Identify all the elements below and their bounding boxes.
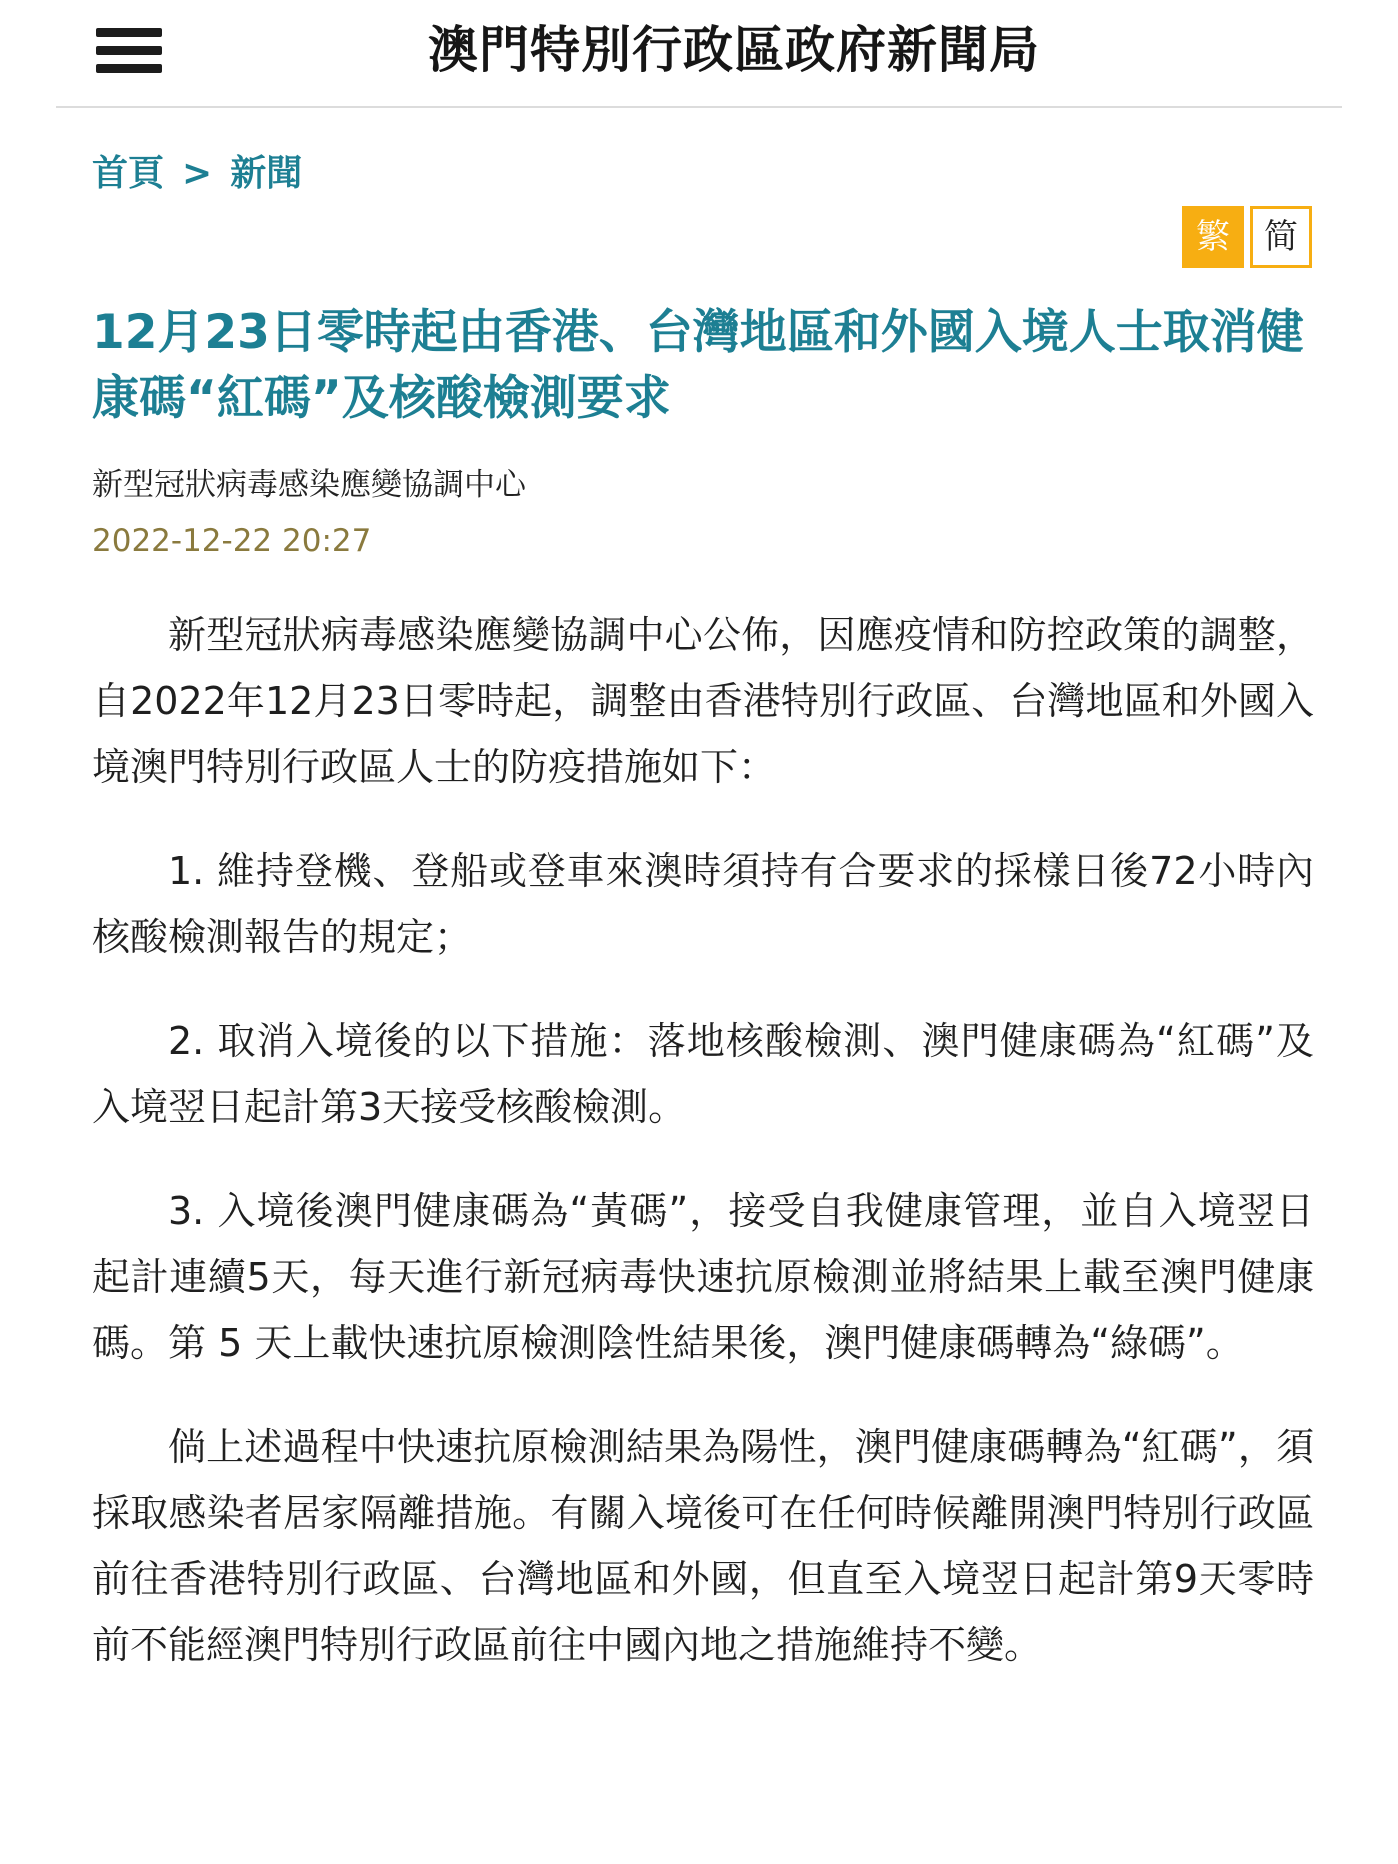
top-header xyxy=(0,0,1398,108)
article-paragraph: 1. 維持登機、登船或登車來澳時須持有合要求的採樣日後72小時內核酸檢測報告的規定； xyxy=(92,849,1314,959)
article-paragraph: 3. 入境後澳門健康碼為“黃碼”，接受自我健康管理，並自入境翌日起計連續5天，每天進行新冠病毒快速抗原檢測並將結果上載至澳門健康碼。第 5 天上載快速抗原檢測陰性結果後，澳門健康碼轉為“綠碼”。 xyxy=(92,1189,1314,1365)
simplified-chinese-button[interactable]: 简 xyxy=(1250,206,1312,268)
breadcrumb xyxy=(92,152,302,196)
traditional-chinese-button[interactable]: 繁 xyxy=(1182,206,1244,268)
breadcrumb-news-link[interactable]: 新聞 xyxy=(230,153,303,194)
article-source: 新型冠狀病毒感染應變協調中心 xyxy=(92,467,526,503)
language-switcher xyxy=(1182,206,1312,268)
header-divider xyxy=(56,106,1342,108)
article-paragraph: 2. 取消入境後的以下措施：落地核酸檢測、澳門健康碼為“紅碼”及入境翌日起計第3天接受核酸檢測。 xyxy=(92,1019,1314,1129)
article-title: 12月23日零時起由香港、台灣地區和外國入境人士取消健康碼“紅碼”及核酸檢測要求 xyxy=(92,305,1304,426)
article-paragraph: 新型冠狀病毒感染應變協調中心公佈，因應疫情和防控政策的調整，自2022年12月23日零時起，調整由香港特別行政區、台灣地區和外國入境澳門特別行政區人士的防疫措施如下： xyxy=(92,613,1314,789)
breadcrumb-separator: > xyxy=(182,153,213,194)
article-paragraph: 倘上述過程中快速抗原檢測結果為陽性，澳門健康碼轉為“紅碼”，須採取感染者居家隔離措施。有關入境後可在任何時候離開澳門特別行政區前往香港特別行政區、台灣地區和外國，但直至入境翌日起計第9天零時前不能經澳門特別行政區前往中國內地之措施維持不變。 xyxy=(92,1425,1314,1667)
breadcrumb-home-link[interactable]: 首頁 xyxy=(92,153,165,194)
article-body xyxy=(92,602,1314,1716)
article-date: 2022-12-22 20:27 xyxy=(92,523,372,559)
site-title: 澳門特別行政區政府新聞局 xyxy=(428,21,1040,79)
